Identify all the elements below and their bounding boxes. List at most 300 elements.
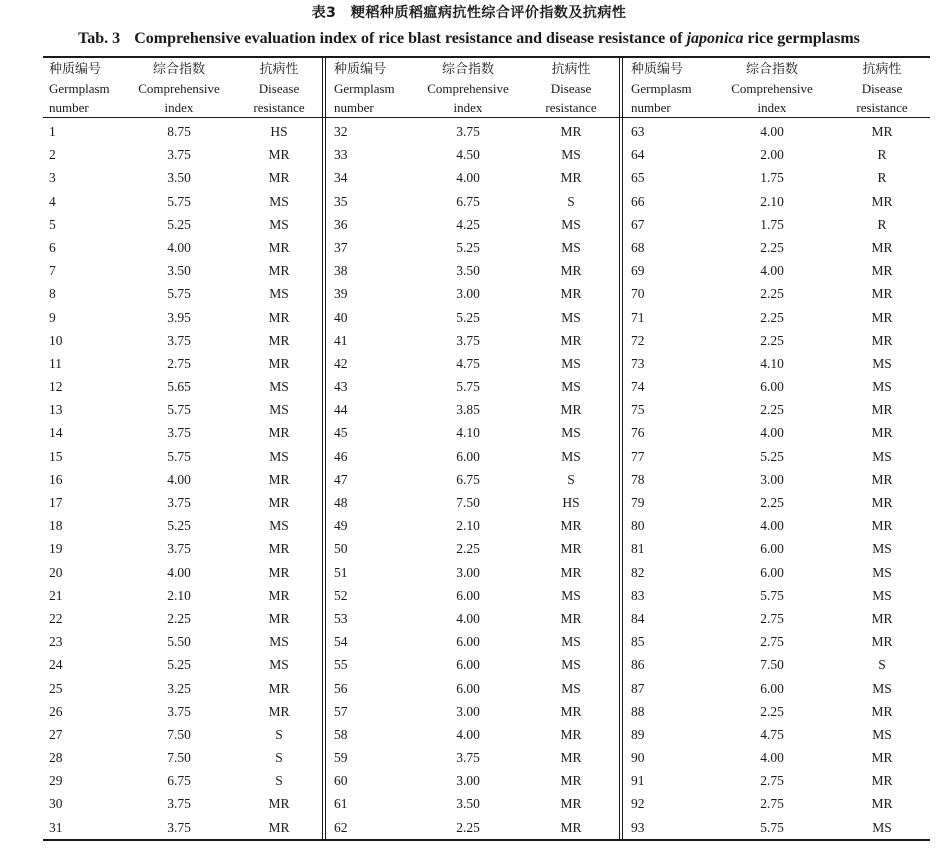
- disease-resistance-cell: MS: [872, 680, 892, 696]
- disease-resistance-cell: HS: [270, 124, 288, 139]
- table-row: [625, 746, 930, 769]
- germplasm-number-header: [631, 58, 692, 117]
- table-row: [625, 700, 930, 723]
- table-row: [625, 421, 930, 444]
- comprehensive-index-cell: 3.75: [167, 332, 191, 348]
- comprehensive-index-cell: 2.10: [456, 518, 480, 534]
- table-row: [328, 445, 618, 468]
- disease-resistance-cell: MS: [561, 587, 581, 603]
- disease-resistance-cell: MR: [871, 286, 893, 302]
- disease-resistance-cell: MR: [268, 471, 290, 487]
- germplasm-number-cell: 68: [631, 239, 645, 255]
- table-row: [625, 769, 930, 792]
- column-group-divider: [619, 58, 623, 839]
- disease-resistance-cell: MR: [268, 309, 290, 325]
- table-row: [625, 236, 930, 259]
- header-en: Germplasm: [334, 81, 395, 96]
- comprehensive-index-cell: 4.75: [760, 726, 784, 742]
- table-row: [625, 259, 930, 282]
- comprehensive-index-cell: 2.25: [760, 332, 784, 348]
- table-caption-cn: 表3 粳稻种质稻瘟病抗性综合评价指数及抗病性: [311, 5, 627, 21]
- comprehensive-index-cell: 4.00: [167, 564, 191, 580]
- disease-resistance-cell: MR: [560, 124, 582, 139]
- germplasm-number-cell: 1: [49, 124, 56, 139]
- germplasm-number-cell: 38: [334, 263, 348, 279]
- header-en: Germplasm: [631, 81, 692, 96]
- table-row: [625, 584, 930, 607]
- table-row: [625, 630, 930, 653]
- comprehensive-index-cell: 5.25: [167, 657, 191, 673]
- comprehensive-index-header: [129, 58, 229, 117]
- disease-resistance-cell: S: [878, 657, 886, 673]
- header-cn: 种质编号: [49, 62, 102, 77]
- table-row: [43, 607, 322, 630]
- disease-resistance-cell: MR: [871, 796, 893, 812]
- germplasm-number-cell: 65: [631, 170, 645, 186]
- germplasm-number-cell: 71: [631, 309, 645, 325]
- comprehensive-index-cell: 3.85: [456, 402, 480, 418]
- comprehensive-index-cell: 4.00: [456, 170, 480, 186]
- caption-en-italic: japonica: [686, 30, 744, 47]
- disease-resistance-cell: MS: [269, 379, 289, 395]
- table-row: [328, 792, 618, 815]
- column-group-divider: [322, 58, 326, 839]
- table-row: [328, 421, 618, 444]
- table-row: [328, 329, 618, 352]
- germplasm-number-cell: 83: [631, 587, 645, 603]
- disease-resistance-cell: MR: [560, 819, 582, 835]
- table-row: [43, 584, 322, 607]
- germplasm-number-cell: 19: [49, 541, 63, 557]
- header-en: index: [757, 100, 787, 115]
- header-en: number: [334, 100, 374, 115]
- table-row: [328, 120, 618, 143]
- table-row: [328, 352, 618, 375]
- germplasm-number-cell: 34: [334, 170, 348, 186]
- comprehensive-index-cell: 2.25: [760, 402, 784, 418]
- table-row: [43, 120, 322, 143]
- germplasm-number-cell: 32: [334, 124, 348, 139]
- comprehensive-index-cell: 5.25: [167, 216, 191, 232]
- disease-resistance-cell: MS: [269, 634, 289, 650]
- table-row: [328, 282, 618, 305]
- header-en: resistance: [856, 100, 908, 115]
- disease-resistance-cell: MR: [560, 750, 582, 766]
- comprehensive-index-cell: 5.75: [456, 379, 480, 395]
- germplasm-number-cell: 58: [334, 726, 348, 742]
- comprehensive-index-cell: 4.10: [456, 425, 480, 441]
- disease-resistance-cell: MR: [871, 124, 893, 139]
- table-row: [625, 653, 930, 676]
- comprehensive-index-cell: 7.50: [167, 750, 191, 766]
- germplasm-number-cell: 91: [631, 773, 645, 789]
- comprehensive-index-cell: 3.25: [167, 680, 191, 696]
- disease-resistance-cell: MR: [268, 495, 290, 510]
- table-row: [43, 630, 322, 653]
- table-row: [328, 166, 618, 189]
- table-row: [625, 352, 930, 375]
- germplasm-number-cell: 72: [631, 332, 645, 348]
- germplasm-number-cell: 3: [49, 170, 56, 186]
- table-row: [328, 259, 618, 282]
- table-row: [43, 561, 322, 584]
- disease-resistance-cell: MR: [560, 796, 582, 812]
- germplasm-number-cell: 49: [334, 518, 348, 534]
- comprehensive-index-cell: 2.25: [760, 703, 784, 719]
- germplasm-number-cell: 46: [334, 448, 348, 464]
- disease-resistance-cell: MR: [871, 773, 893, 789]
- disease-resistance-cell: MR: [871, 634, 893, 650]
- table-row: [43, 677, 322, 700]
- disease-resistance-cell: MR: [560, 564, 582, 580]
- disease-resistance-cell: MS: [269, 657, 289, 673]
- table-body: [328, 120, 618, 839]
- table-row: [43, 375, 322, 398]
- comprehensive-index-cell: 2.25: [760, 286, 784, 302]
- germplasm-number-cell: 4: [49, 193, 56, 209]
- comprehensive-index-cell: 4.00: [167, 471, 191, 487]
- germplasm-number-cell: 7: [49, 263, 56, 279]
- germplasm-number-cell: 56: [334, 680, 348, 696]
- table-row: [43, 190, 322, 213]
- disease-resistance-cell: S: [567, 471, 575, 487]
- germplasm-number-cell: 66: [631, 193, 645, 209]
- disease-resistance-cell: MS: [561, 657, 581, 673]
- table-body: [43, 120, 322, 839]
- comprehensive-index-cell: 3.00: [760, 471, 784, 487]
- disease-resistance-header: [836, 58, 928, 117]
- comprehensive-index-cell: 5.25: [760, 448, 784, 464]
- germplasm-number-cell: 12: [49, 379, 63, 395]
- germplasm-number-cell: 84: [631, 610, 645, 626]
- comprehensive-index-cell: 5.75: [167, 402, 191, 418]
- disease-resistance-header: [531, 58, 611, 117]
- comprehensive-index-cell: 5.65: [167, 379, 191, 395]
- disease-resistance-cell: MS: [872, 541, 892, 557]
- header-en: Germplasm: [49, 81, 110, 96]
- disease-resistance-cell: R: [877, 216, 887, 232]
- germplasm-number-cell: 43: [334, 379, 348, 395]
- table-row: [625, 607, 930, 630]
- table-row: [43, 816, 322, 839]
- header-en: Comprehensive: [731, 81, 813, 96]
- comprehensive-index-cell: 3.75: [167, 147, 191, 163]
- table-row: [328, 306, 618, 329]
- germplasm-number-cell: 73: [631, 355, 645, 371]
- germplasm-number-cell: 24: [49, 657, 63, 673]
- table-row: [328, 816, 618, 839]
- germplasm-number-cell: 10: [49, 332, 63, 348]
- comprehensive-index-cell: 5.75: [167, 448, 191, 464]
- disease-resistance-cell: MR: [560, 726, 582, 742]
- disease-resistance-cell: MR: [871, 703, 893, 719]
- germplasm-number-cell: 39: [334, 286, 348, 302]
- comprehensive-index-cell: 3.75: [167, 425, 191, 441]
- comprehensive-index-cell: 3.75: [167, 495, 191, 510]
- disease-resistance-cell: MR: [871, 471, 893, 487]
- table-row: [43, 746, 322, 769]
- comprehensive-index-cell: 2.25: [760, 239, 784, 255]
- table-row: [625, 120, 930, 143]
- germplasm-number-header: [334, 58, 395, 117]
- table-row: [328, 468, 618, 491]
- comprehensive-index-cell: 4.00: [760, 750, 784, 766]
- header-cn: 综合指数: [745, 62, 798, 77]
- disease-resistance-header: [240, 58, 318, 117]
- table-row: [43, 445, 322, 468]
- disease-resistance-cell: MR: [871, 263, 893, 279]
- table-row: [43, 514, 322, 537]
- disease-resistance-cell: MS: [561, 680, 581, 696]
- disease-resistance-cell: MS: [872, 355, 892, 371]
- comprehensive-index-cell: 5.25: [456, 239, 480, 255]
- comprehensive-index-cell: 3.00: [456, 286, 480, 302]
- comprehensive-index-cell: 3.75: [167, 541, 191, 557]
- comprehensive-index-cell: 7.50: [760, 657, 784, 673]
- comprehensive-index-cell: 2.75: [760, 796, 784, 812]
- table-row: [43, 700, 322, 723]
- comprehensive-index-cell: 4.00: [456, 610, 480, 626]
- comprehensive-index-cell: 6.00: [760, 680, 784, 696]
- germplasm-number-cell: 89: [631, 726, 645, 742]
- comprehensive-index-cell: 2.75: [760, 634, 784, 650]
- table-row: [43, 769, 322, 792]
- disease-resistance-cell: MR: [268, 355, 290, 371]
- disease-resistance-cell: MR: [871, 402, 893, 418]
- disease-resistance-cell: MR: [268, 703, 290, 719]
- disease-resistance-cell: MS: [872, 726, 892, 742]
- header-cn: 综合指数: [152, 62, 205, 77]
- comprehensive-index-cell: 4.00: [760, 425, 784, 441]
- germplasm-number-cell: 14: [49, 425, 63, 441]
- germplasm-number-cell: 47: [334, 471, 348, 487]
- germplasm-number-cell: 25: [49, 680, 63, 696]
- table-row: [43, 723, 322, 746]
- germplasm-number-cell: 15: [49, 448, 63, 464]
- germplasm-number-cell: 57: [334, 703, 348, 719]
- disease-resistance-cell: MR: [268, 819, 290, 835]
- table-row: [328, 143, 618, 166]
- header-cn: 抗病性: [551, 62, 591, 77]
- comprehensive-index-cell: 3.75: [456, 124, 480, 139]
- disease-resistance-cell: MR: [268, 239, 290, 255]
- germplasm-number-cell: 44: [334, 402, 348, 418]
- table-row: [328, 769, 618, 792]
- table-row: [328, 190, 618, 213]
- table-row: [625, 282, 930, 305]
- comprehensive-index-cell: 1.75: [760, 170, 784, 186]
- germplasm-number-cell: 11: [49, 355, 62, 371]
- table-row: [625, 792, 930, 815]
- table-row: [625, 816, 930, 839]
- comprehensive-index-cell: 2.25: [456, 541, 480, 557]
- caption-en-suffix: rice germplasms: [743, 30, 860, 47]
- germplasm-number-cell: 63: [631, 124, 645, 139]
- disease-resistance-cell: MR: [268, 332, 290, 348]
- disease-resistance-cell: MR: [560, 518, 582, 534]
- table-row: [328, 213, 618, 236]
- germplasm-number-cell: 64: [631, 147, 645, 163]
- germplasm-number-cell: 59: [334, 750, 348, 766]
- table-row: [625, 491, 930, 514]
- disease-resistance-cell: MR: [268, 170, 290, 186]
- comprehensive-index-cell: 3.75: [167, 703, 191, 719]
- header-cn: 种质编号: [334, 62, 387, 77]
- comprehensive-index-cell: 5.50: [167, 634, 191, 650]
- header-en: Comprehensive: [138, 81, 220, 96]
- germplasm-number-cell: 81: [631, 541, 645, 557]
- disease-resistance-cell: S: [275, 750, 283, 766]
- table-row: [43, 398, 322, 421]
- table-row: [43, 792, 322, 815]
- disease-resistance-cell: MS: [872, 587, 892, 603]
- germplasm-number-cell: 42: [334, 355, 348, 371]
- disease-resistance-cell: MR: [871, 332, 893, 348]
- table-row: [43, 468, 322, 491]
- table-row: [625, 398, 930, 421]
- germplasm-number-cell: 75: [631, 402, 645, 418]
- disease-resistance-cell: MR: [268, 541, 290, 557]
- table-row: [328, 607, 618, 630]
- disease-resistance-cell: MS: [561, 448, 581, 464]
- germplasm-number-cell: 80: [631, 518, 645, 534]
- disease-resistance-cell: MR: [560, 286, 582, 302]
- germplasm-number-cell: 92: [631, 796, 645, 812]
- disease-resistance-cell: MR: [268, 147, 290, 163]
- germplasm-number-cell: 90: [631, 750, 645, 766]
- table-row: [625, 166, 930, 189]
- table-row: [328, 375, 618, 398]
- header-cn: 抗病性: [862, 62, 902, 77]
- table-row: [43, 166, 322, 189]
- disease-resistance-cell: S: [275, 773, 283, 789]
- table-row: [328, 398, 618, 421]
- table-label: Tab. 3: [78, 30, 121, 47]
- disease-resistance-cell: MR: [560, 263, 582, 279]
- table-row: [328, 584, 618, 607]
- comprehensive-index-cell: 5.75: [167, 193, 191, 209]
- disease-resistance-cell: MR: [268, 587, 290, 603]
- germplasm-number-cell: 33: [334, 147, 348, 163]
- comprehensive-index-cell: 5.25: [456, 309, 480, 325]
- header-cn: 种质编号: [631, 62, 684, 77]
- comprehensive-index-cell: 3.75: [456, 332, 480, 348]
- germplasm-number-cell: 52: [334, 587, 348, 603]
- germplasm-number-cell: 20: [49, 564, 63, 580]
- table-row: [328, 561, 618, 584]
- table-row: [625, 723, 930, 746]
- germplasm-number-cell: 85: [631, 634, 645, 650]
- disease-resistance-cell: MS: [561, 147, 581, 163]
- header-en: Comprehensive: [427, 81, 509, 96]
- germplasm-number-cell: 48: [334, 495, 348, 510]
- comprehensive-index-cell: 5.75: [760, 819, 784, 835]
- table-row: [328, 723, 618, 746]
- comprehensive-index-cell: 3.00: [456, 564, 480, 580]
- comprehensive-index-cell: 6.00: [456, 634, 480, 650]
- comprehensive-index-cell: 2.25: [760, 309, 784, 325]
- germplasm-number-cell: 17: [49, 495, 63, 510]
- germplasm-number-cell: 62: [334, 819, 348, 835]
- comprehensive-index-cell: 4.00: [167, 239, 191, 255]
- table-body: [625, 120, 930, 839]
- header-rule: [43, 117, 930, 118]
- germplasm-number-cell: 69: [631, 263, 645, 279]
- comprehensive-index-header: [720, 58, 824, 117]
- comprehensive-index-cell: 4.50: [456, 147, 480, 163]
- comprehensive-index-cell: 4.10: [760, 355, 784, 371]
- comprehensive-index-cell: 4.75: [456, 355, 480, 371]
- germplasm-number-cell: 13: [49, 402, 63, 418]
- disease-resistance-cell: S: [275, 726, 283, 742]
- table-row: [43, 421, 322, 444]
- germplasm-number-cell: 35: [334, 193, 348, 209]
- table-row: [328, 653, 618, 676]
- disease-resistance-cell: MR: [871, 425, 893, 441]
- comprehensive-index-cell: 6.00: [760, 541, 784, 557]
- disease-resistance-cell: MS: [561, 239, 581, 255]
- disease-resistance-cell: MR: [871, 193, 893, 209]
- germplasm-number-cell: 53: [334, 610, 348, 626]
- germplasm-number-cell: 6: [49, 239, 56, 255]
- germplasm-number-cell: 30: [49, 796, 63, 812]
- table-row: [43, 236, 322, 259]
- germplasm-number-cell: 36: [334, 216, 348, 232]
- table-row: [328, 700, 618, 723]
- table-row: [625, 514, 930, 537]
- comprehensive-index-cell: 2.25: [760, 495, 784, 510]
- header-en: index: [453, 100, 483, 115]
- germplasm-number-cell: 82: [631, 564, 645, 580]
- disease-resistance-cell: MS: [561, 425, 581, 441]
- disease-resistance-cell: R: [877, 147, 887, 163]
- germplasm-number-cell: 50: [334, 541, 348, 557]
- disease-resistance-cell: MS: [269, 216, 289, 232]
- germplasm-number-cell: 74: [631, 379, 645, 395]
- table-row: [625, 561, 930, 584]
- comprehensive-index-cell: 2.25: [167, 610, 191, 626]
- germplasm-number-cell: 9: [49, 309, 56, 325]
- table-row: [43, 213, 322, 236]
- table-row: [625, 468, 930, 491]
- comprehensive-index-cell: 6.00: [456, 587, 480, 603]
- table-row: [43, 329, 322, 352]
- header-en: number: [631, 100, 671, 115]
- germplasm-number-cell: 67: [631, 216, 645, 232]
- header-cn: 抗病性: [259, 62, 299, 77]
- disease-resistance-cell: MR: [268, 564, 290, 580]
- comprehensive-index-cell: 4.00: [760, 518, 784, 534]
- comprehensive-index-cell: 6.00: [456, 680, 480, 696]
- header-en: Disease: [258, 81, 300, 96]
- table-row: [43, 282, 322, 305]
- disease-resistance-cell: S: [567, 193, 575, 209]
- bottom-rule: [43, 839, 930, 841]
- germplasm-number-cell: 54: [334, 634, 348, 650]
- germplasm-number-cell: 78: [631, 471, 645, 487]
- germplasm-number-cell: 22: [49, 610, 63, 626]
- disease-resistance-cell: MS: [561, 634, 581, 650]
- germplasm-number-cell: 86: [631, 657, 645, 673]
- comprehensive-index-cell: 2.75: [760, 610, 784, 626]
- disease-resistance-cell: MS: [269, 518, 289, 534]
- comprehensive-index-cell: 6.75: [167, 773, 191, 789]
- germplasm-number-cell: 5: [49, 216, 56, 232]
- comprehensive-index-cell: 3.50: [456, 263, 480, 279]
- germplasm-number-cell: 41: [334, 332, 348, 348]
- germplasm-number-cell: 87: [631, 680, 645, 696]
- header-en: resistance: [545, 100, 597, 115]
